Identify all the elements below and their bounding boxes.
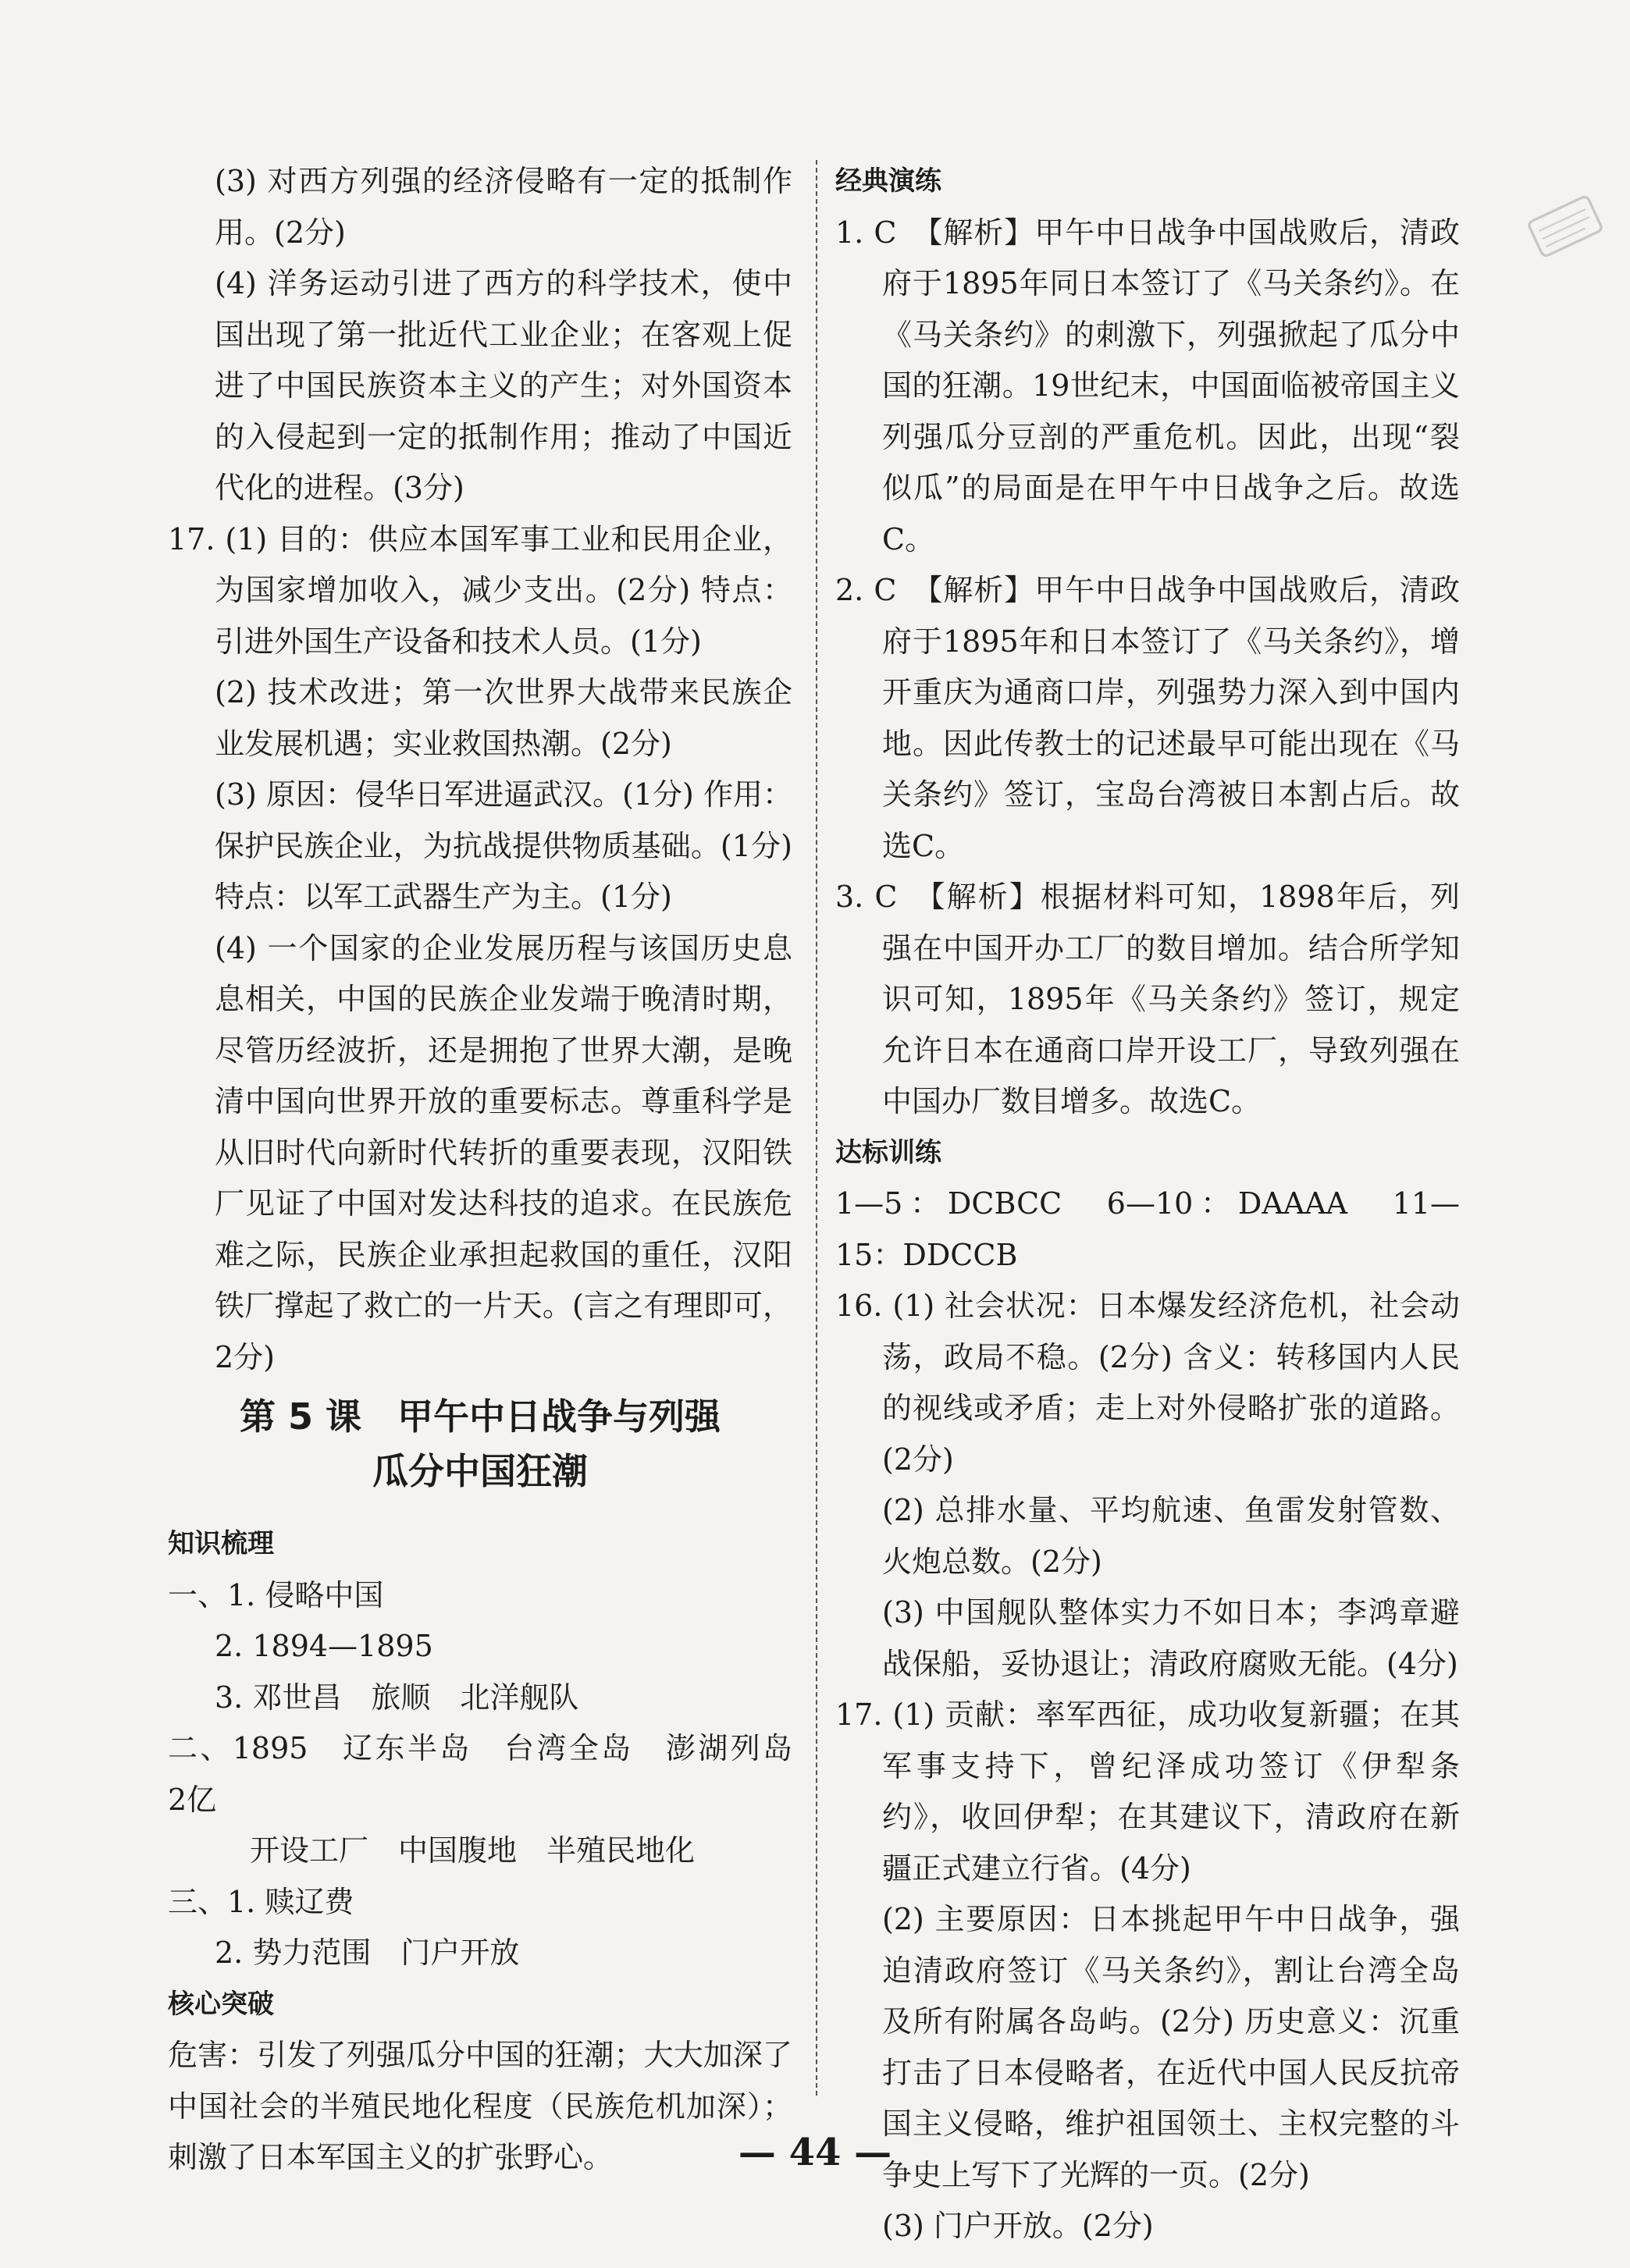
lesson-title-line-2: 瓜分中国狂潮: [372, 1450, 588, 1492]
knowledge-item: 3. 邓世昌 旅顺 北洋舰队: [215, 1680, 579, 1715]
answer-17-4: (4) 一个国家的企业发展历程与该国历史息息相关，中国的民族企业发端于晚清时期，尽管历经波折，还是拥抱了世界大潮，是晚清中国向世界开放的重要标志。尊重科学是从旧时代向新时代转折的重要表现，汉阳铁厂见证了中国对发达科技的追求。在民族危难之际，民族企业承担起救国的重任，汉阳铁厂撑起了救亡的一片天。(言之有理即可，2分): [215, 930, 792, 1374]
lesson-title-line-1: 第 5 课 甲午中日战争与列强: [239, 1395, 721, 1438]
knowledge-item: 三、1. 赎辽费: [168, 1884, 354, 1919]
answer-16-2: (2) 总排水量、平均航速、鱼雷发射管数、火炮总数。(2分): [882, 1493, 1460, 1579]
knowledge-item: 一、1. 侵略中国: [168, 1577, 384, 1612]
answer-16-4: (4) 洋务运动引进了西方的科学技术，使中国出现了第一批近代工业企业；在客观上促进了中国民族资本主义的产生；对外国资本的入侵起到一定的抵制作用；推动了中国近代化的进程。(3分): [215, 266, 792, 505]
right-column: [835, 156, 1460, 2252]
section-heading-classic: 经典演练: [835, 165, 941, 197]
knowledge-item: 2. 1894—1895: [215, 1629, 433, 1663]
section-heading-training: 达标训练: [835, 1136, 941, 1168]
section-heading-core: 核心突破: [168, 1988, 274, 2020]
answer-17-2: (2) 技术改进；第一次世界大战带来民族企业发展机遇；实业救国热潮。(2分): [215, 675, 792, 761]
classic-answer-2: 2. C 【解析】甲午中日战争中国战败后，清政府于1895年和日本签订了《马关条约》，增开重庆为通商口岸，列强势力深入到中国内地。因此传教士的记述最早可能出现在《马关条约》签订，宝岛台湾被日本割占后。故选C。: [835, 573, 1460, 863]
classic-answer-1: 1. C 【解析】甲午中日战争中国战败后，清政府于1895年同日本签订了《马关条约》。在《马关条约》的刺激下，列强掀起了瓜分中国的狂潮。19世纪末，中国面临被帝国主义列强瓜分豆剖的严重危机。因此，出现“裂似瓜”的局面是在甲午中日战争之后。故选C。: [835, 215, 1460, 556]
classic-answer-3: 3. C 【解析】根据材料可知，1898年后，列强在中国开办工厂的数目增加。结合所学知识可知，1895年《马关条约》签订，规定允许日本在通商口岸开设工厂，导致列强在中国办厂数目增多。故选C。: [835, 880, 1460, 1118]
core-answer: 危害：引发了列强瓜分中国的狂潮；大大加深了中国社会的半殖民地化程度（民族危机加深）；刺激了日本军国主义的扩张野心。: [168, 2038, 792, 2174]
column-divider: [816, 160, 817, 2096]
page-number: — 44 —: [738, 2131, 892, 2174]
answer-17-3: (3) 门户开放。(2分): [882, 2209, 1154, 2243]
answer-17-2: (2) 主要原因：日本挑起甲午中日战争，强迫清政府签订《马关条约》，割让台湾全岛及所有附属各岛屿。(2分) 历史意义：沉重打击了日本侵略者，在近代中国人民反抗帝国主义侵略，维护祖国领土、主权完整的斗争史上写下了光辉的一页。(2分): [882, 1902, 1460, 2192]
answer-17-1: 17. (1) 贡献：率军西征，成功收复新疆；在其军事支持下，曾纪泽成功签订《伊犁条约》，收回伊犁；在其建议下，清政府在新疆正式建立行省。(4分): [835, 1697, 1460, 1886]
knowledge-item: 二、1895 辽东半岛 台湾全岛 澎湖列岛 2亿: [168, 1731, 823, 1817]
section-heading-knowledge: 知识梳理: [168, 1528, 274, 1559]
lesson-title: [168, 1389, 792, 1498]
answer-16-1: 16. (1) 社会状况：日本爆发经济危机，社会动荡，政局不稳。(2分) 含义：转移国内人民的视线或矛盾；走上对外侵略扩张的道路。(2分): [835, 1289, 1460, 1477]
answer-17-1: 17. (1) 目的：供应本国军事工业和民用企业，为国家增加收入，减少支出。(2分) 特点：引进外国生产设备和技术人员。(1分): [168, 521, 792, 659]
choice-answers: 1—5：DCBCC 6—10：DAAAA 11—15：DDCCB: [835, 1186, 1460, 1272]
answer-16-3: (3) 中国舰队整体实力不如日本；李鸿章避战保船，妥协退让；清政府腐败无能。(4分): [882, 1595, 1460, 1681]
knowledge-item: 开设工厂 中国腹地 半殖民地化: [250, 1833, 696, 1868]
answer-17-3: (3) 原因：侵华日军进逼武汉。(1分) 作用：保护民族企业，为抗战提供物质基础。(1分) 特点：以军工武器生产为主。(1分): [215, 777, 792, 914]
stamp-icon: [1522, 183, 1608, 269]
answer-16-3: (3) 对西方列强的经济侵略有一定的抵制作用。(2分): [215, 164, 792, 250]
knowledge-item: 2. 势力范围 门户开放: [215, 1936, 520, 1970]
